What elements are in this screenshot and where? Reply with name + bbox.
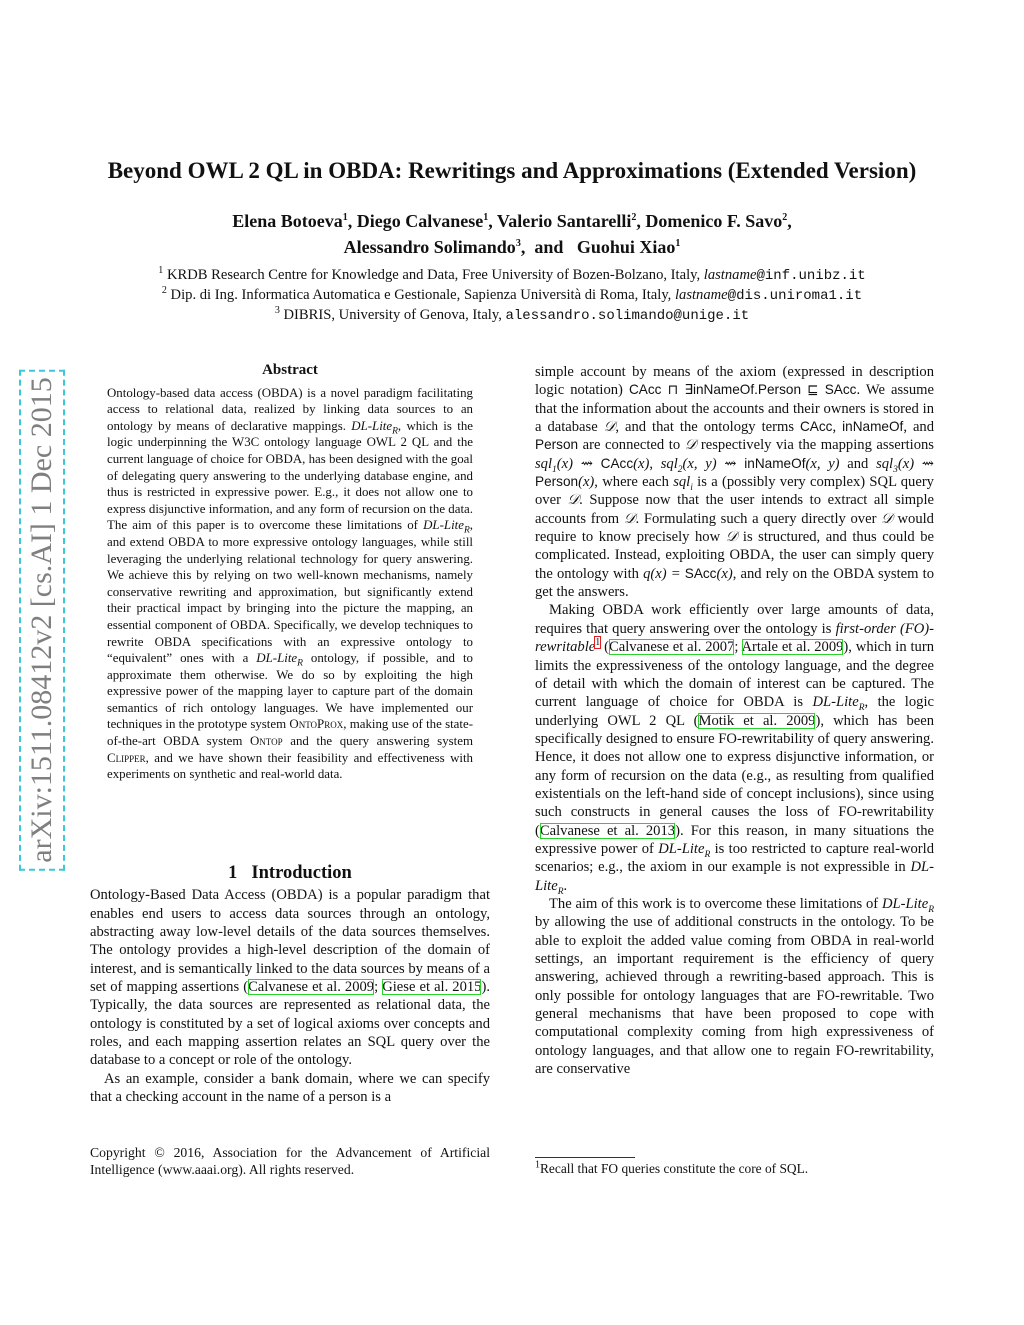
author-name: Diego Calvanese <box>356 211 484 231</box>
author-name: Guohui Xiao <box>576 237 676 257</box>
math-text: (x) <box>716 565 733 582</box>
text-run: , and <box>903 419 935 436</box>
text-run: ; <box>374 979 383 996</box>
email-address: alessandro.solimando@unige.it <box>505 308 750 324</box>
text-run: ( <box>600 639 609 656</box>
system-name: OntoProx <box>289 717 344 732</box>
italic-text: DL-Lite <box>658 840 705 857</box>
text-run: ), which has been specifically designed to ensure FO-rewritability of query answering. Hence, it does not allow one to express disjunctive information, or any form of recursion on the data (e.g., as resulting from qualified existentials on the left-hand side of concept inclusions), since using such constructs in general causes the loss of FO-rewritability ( <box>535 712 935 839</box>
author-line-1 <box>0 208 1024 234</box>
separator: , and <box>520 237 573 257</box>
text-run: , and that the ontology terms <box>615 419 800 436</box>
author <box>344 237 573 257</box>
italic-text: DL-Lite <box>351 418 393 433</box>
separator: , <box>636 211 646 231</box>
abstract <box>107 362 473 783</box>
ontology-term: SAcc <box>684 565 717 581</box>
subscript: 3 <box>893 464 898 475</box>
paragraph <box>535 363 934 601</box>
text-run: ontology, if possible, and to approximate them otherwise. We do so by exploiting the high expressive power of the mapping layer to capture part of the domain semantics of rich ontology languages. We have implemented our techniques in the prototype system <box>107 651 474 732</box>
citation-link[interactable]: Calvanese et al. 2009 <box>248 979 375 996</box>
italic-text: DL-Lite <box>812 694 859 711</box>
author-list <box>0 208 1024 260</box>
affiliation-number: 1 <box>158 265 164 277</box>
math-text: q(x) = <box>643 565 685 582</box>
subscript: R <box>928 904 934 915</box>
citation-link[interactable]: Calvanese et al. 2013 <box>539 822 676 839</box>
math-text: (x) ⇝ <box>897 455 935 472</box>
math-text: (x) <box>633 455 650 472</box>
text-run: , and we have shown their feasibility and effectiveness with experiments on synthetic and real-world data. <box>107 750 473 782</box>
subscript: R <box>858 703 865 714</box>
subscript: R <box>392 426 398 437</box>
text-run: is structured, and thus could be complicated. Instead, exploiting OBDA, the user can simply query the ontology with <box>535 529 934 582</box>
text-run: . Formulating such a query directly over <box>635 510 882 527</box>
arxiv-sidebar <box>16 340 68 900</box>
subscript: R <box>557 886 564 897</box>
math-text: sql <box>660 455 678 472</box>
citation-link[interactable]: Giese et al. 2015 <box>382 979 482 996</box>
italic-text: DL-Lite <box>535 859 934 894</box>
text-run: ). Typically, the data sources are represented as relational data, the ontology is constituted by a set of logical axioms over concepts and roles, and each mapping assertion relates an SQL query over the database to a concept or role of the ontology. <box>90 979 490 1069</box>
copyright-notice: Copyright © 2016, Association for the Advancement of Artificial Intelligence (www.aaai.org). All rights reserved. <box>90 1145 490 1177</box>
text-run: , the logic underlying OWL 2 QL ( <box>535 694 934 729</box>
subscript: 1 <box>552 464 557 475</box>
ontology-term: CAcc <box>799 419 833 435</box>
math-text: sql <box>535 455 553 472</box>
text-run: by allowing the use of additional constructs in the ontology. To be able to exploit the added value coming from OBDA in real-world settings, an important requirement is the efficiency of query answering, achieved through a rewriting-based approach. This is only possible for ontology languages that are FO-rewritable. Two general mechanisms that have been proposed to cope with computational complexity coming from high expressiveness of ontology languages, and that allow one to regain FO-rewritability, are conservative <box>535 914 934 1078</box>
system-name: Ontop <box>250 734 283 749</box>
text-run: Making OBDA work efficiently over large amounts of data, requires that query answering over the ontology is <box>535 602 934 637</box>
separator: , <box>347 211 357 231</box>
author-affiliation-mark: 3 <box>515 238 521 249</box>
affiliation-text: DIBRIS, University of Genova, Italy, <box>283 307 506 323</box>
affiliation <box>0 306 1024 326</box>
text-run: , making use of the state-of-the-art OBDA system <box>107 717 473 749</box>
subscript: R <box>297 658 303 669</box>
italic-text: DL-Lite <box>423 518 464 533</box>
text-run: ; <box>734 639 742 656</box>
math-text: (x) ⇝ <box>556 455 601 472</box>
text-run: , <box>832 419 843 436</box>
math-text: 𝒟 <box>603 419 616 436</box>
footnote-number: 1 <box>535 1159 540 1171</box>
footnote-text: Recall that FO queries constitute the core of SQL. <box>540 1161 809 1176</box>
italic-text: first-order (FO)-rewritable <box>535 620 935 656</box>
text-run: would require to know precisely how <box>535 510 934 546</box>
author-name: Valerio Santarelli <box>496 211 632 231</box>
math-text: 𝒟 <box>623 510 636 527</box>
author-name: Elena Botoeva <box>232 211 343 231</box>
system-name: Clipper <box>107 750 146 765</box>
author <box>645 211 791 231</box>
abstract-heading: Abstract <box>262 362 318 378</box>
italic-text: DL-Lite <box>881 895 929 912</box>
citation-link[interactable]: Calvanese et al. 2007 <box>608 639 735 656</box>
text-run: As an example, consider a bank domain, where we can specify that a checking account in the name of a person is a <box>90 1070 490 1106</box>
affiliation <box>0 266 1024 286</box>
paragraph <box>90 1070 490 1107</box>
ontology-term: CAcc <box>600 455 634 471</box>
text-run: , where each <box>594 474 674 491</box>
ontology-term: inNameOf <box>744 455 806 471</box>
author-affiliation-mark: 2 <box>631 212 637 223</box>
text-run: . We assume that the information about the accounts and their owners is stored in a database <box>535 382 934 436</box>
separator: , <box>787 211 792 231</box>
abstract-text <box>107 385 473 783</box>
math-text: 𝒟 <box>881 510 893 527</box>
ontology-term: CAcc ⊓ ∃inNameOf.Person ⊑ SAcc <box>628 382 857 398</box>
author-affiliation-mark: 2 <box>782 212 788 223</box>
ontology-term: Person <box>535 437 579 453</box>
author-name: Domenico F. Savo <box>645 211 783 231</box>
math-text: (x) <box>578 474 595 491</box>
author-affiliation-mark: 1 <box>483 212 489 223</box>
footnote-divider <box>535 1157 635 1158</box>
text-run: respectively via the mapping assertions <box>696 437 934 454</box>
text-run: , and extend OBDA to more expressive ontology languages, while still leveraging the underlying relational technology for query answering. We achieve this by relying on two well-known mechanisms, namely conservative rewriting and approximation, but significantly extend their practical impact by bringing into the picture the mapping, an essential component of OBDA. Specifically, we develop techniques to rewrite OBDA specifications with an expressive ontology to “equivalent” ones with a <box>107 518 473 666</box>
math-text: 𝒟 <box>684 437 697 454</box>
subscript: i <box>690 482 693 493</box>
affiliation <box>0 286 1024 306</box>
text-run: is a (possibly very complex) SQL query over <box>535 474 934 509</box>
text-run: , and rely on the OBDA system to get the answers. <box>535 565 934 601</box>
text-run: Ontology-based data access (OBDA) is a novel paradigm facilitating access to relational data, realized by linking data sources to an ontology by means of declarative mappings. <box>107 385 473 433</box>
subscript: 2 <box>677 464 683 475</box>
affiliation-text: KRDB Research Centre for Knowledge and Data, Free University of Bozen-Bolzano, Italy, <box>166 267 704 283</box>
section-heading <box>90 864 490 882</box>
author <box>577 237 681 257</box>
math-text: (x, y) <box>805 455 840 472</box>
email-user: lastname <box>703 267 757 283</box>
footnote-link[interactable]: 1 <box>595 637 601 649</box>
subscript: R <box>704 849 711 860</box>
footnote <box>535 1161 934 1177</box>
math-text: 𝒟 <box>567 492 580 509</box>
citation-link[interactable]: Artale et al. 2009 <box>741 639 844 656</box>
affiliation-text: Dip. di Ing. Informatica Automatica e Gestionale, Sapienza Università di Roma, Italy, <box>170 287 675 303</box>
text-run: simple account by means of the axiom (expressed in description logic notation) <box>535 364 934 399</box>
math-text: sql <box>673 474 691 491</box>
email-domain: @dis.uniroma1.it <box>727 288 863 304</box>
math-text: (x, y) ⇝ <box>682 455 745 472</box>
text-run: , <box>649 455 661 472</box>
paper-title: Beyond OWL 2 QL in OBDA: Rewritings and Approximations (Extended Version) <box>107 158 917 183</box>
email-user: lastname <box>674 287 728 303</box>
citation-link[interactable]: Motik et al. 2009 <box>698 712 816 729</box>
text-run: ). For this reason, in many situations the expressive power of <box>535 822 934 857</box>
author <box>497 211 646 231</box>
text-run: are connected to <box>578 437 685 454</box>
affiliation-number: 3 <box>274 305 280 317</box>
text-run: . <box>563 877 568 894</box>
email-domain: @inf.unibz.it <box>756 268 866 284</box>
author-line-2 <box>0 234 1024 260</box>
paragraph <box>535 895 934 1078</box>
text-run: The aim of this work is to overcome these limitations of <box>549 895 882 912</box>
text-run: . Suppose now that the user intends to extract all simple accounts from <box>535 492 934 527</box>
section-title: Introduction <box>251 863 352 883</box>
separator: , <box>488 211 497 231</box>
author-affiliation-mark: 1 <box>342 212 348 223</box>
text-run: ), which in turn limits the expressiveness of the ontology language, and the degree of detail with which the domain of interest can be captured. The current language of choice for OBDA is <box>535 639 934 711</box>
right-column <box>535 363 934 1078</box>
author-affiliation-mark: 1 <box>675 238 681 249</box>
left-column <box>90 864 490 1106</box>
paragraph <box>90 886 490 1069</box>
arxiv-identifier[interactable]: arXiv:1511.08412v2 [cs.AI] 1 Dec 2015 <box>19 369 65 870</box>
subscript: R <box>463 525 470 536</box>
ontology-term: inNameOf <box>842 419 904 435</box>
author-name: Alessandro Solimando <box>343 237 516 257</box>
author <box>232 211 357 231</box>
paragraph <box>535 601 934 895</box>
math-text: sql <box>876 455 894 472</box>
text-run: , which is the logic underpinning the W3C ontology language OWL 2 QL and the current language of choice for OBDA, has been designed with the goal of delegating query answering to the underlying database engine, and thus is restricted in expressive power. E.g., it does not allow one to express disjunctive information, and any form of recursion on the data. The aim of this paper is to overcome these limitations of <box>107 418 473 533</box>
section-number: 1 <box>228 863 238 883</box>
text-run: Ontology-Based Data Access (OBDA) is a popular paradigm that enables end users to access data sources through an ontology, abstracting away low-level details of the data sources themselves. The ontology provides a high-level description of the domain of interest, and is semantically linked to the data sources by means of a set of mapping assertions ( <box>90 887 490 996</box>
author <box>357 211 497 231</box>
affiliation-number: 2 <box>161 285 167 297</box>
text-run: and the query answering system <box>282 734 473 749</box>
math-text: 𝒟 <box>725 529 738 546</box>
text-run: and <box>839 455 877 472</box>
ontology-term: Person <box>535 474 579 490</box>
italic-text: DL-Lite <box>256 651 298 666</box>
text-run: is too restricted to capture real-world scenarios; e.g., the axiom in our example is not expressible in <box>535 840 935 876</box>
affiliation-list <box>0 266 1024 326</box>
